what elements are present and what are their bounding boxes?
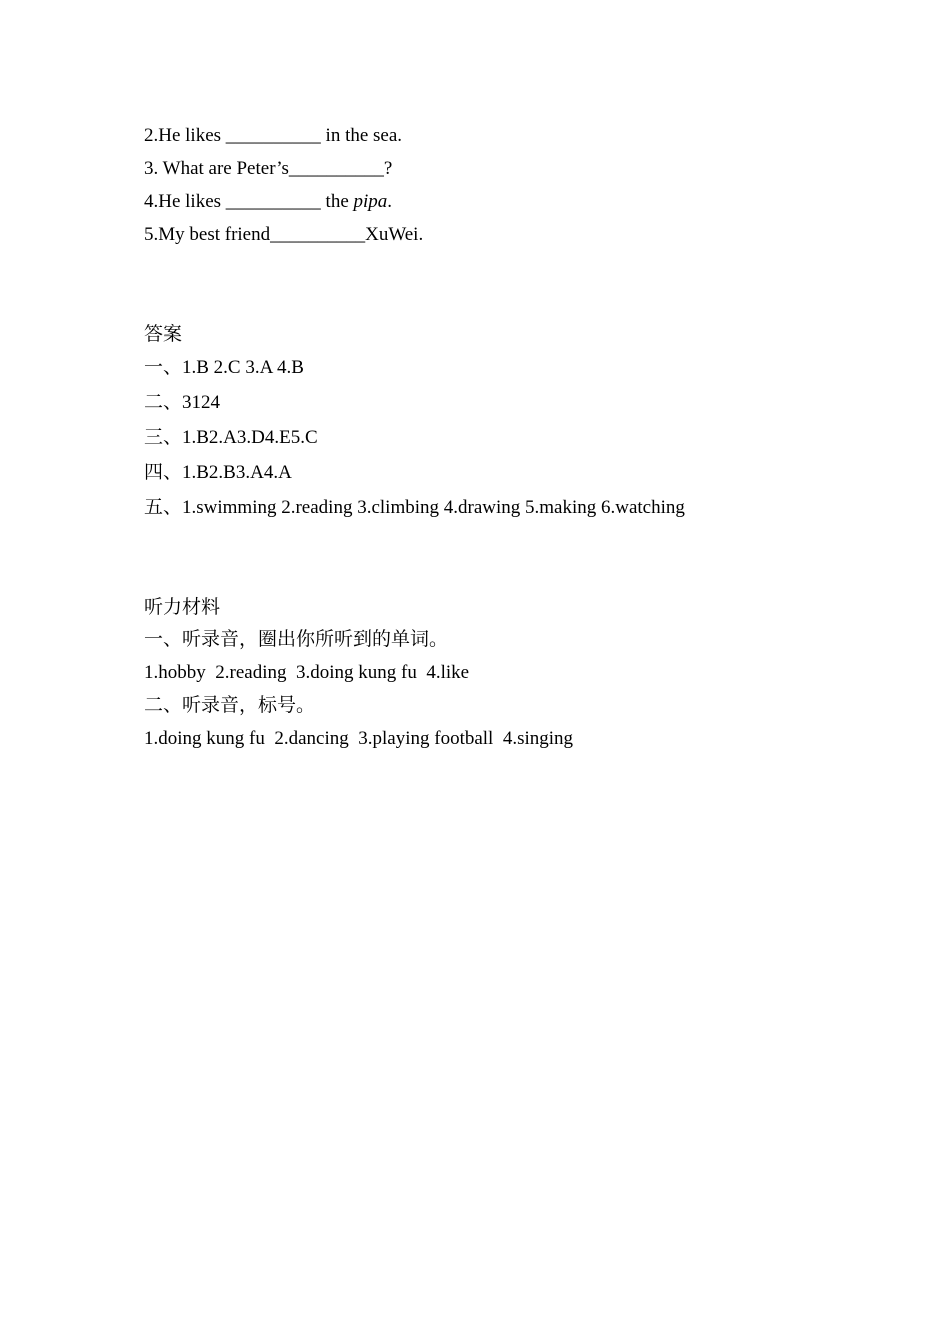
answers-heading: 答案 xyxy=(144,324,183,345)
exercise-5: 5.My best friend__________XuWei. xyxy=(144,224,424,245)
answer-line: 一、1.B 2.C 3.A 4.B xyxy=(144,357,304,378)
listening-line: 二、听录音，标号。 xyxy=(144,695,316,716)
answer-line: 五、1.swimming 2.reading 3.climbing 4.drawing 5.making 6.watching xyxy=(144,497,685,518)
exercise-4 xyxy=(144,191,392,213)
exercise-2: 2.He likes __________ in the sea. xyxy=(144,125,403,146)
exercise-4-italic-word: pipa xyxy=(353,191,388,212)
answer-line: 二、3124 xyxy=(144,392,221,413)
listening-line: 1.hobby 2.reading 3.doing kung fu 4.like xyxy=(144,662,470,683)
listening-line: 一、听录音，圈出你所听到的单词。 xyxy=(144,629,449,650)
exercise-4-text: 4.He likes __________ the xyxy=(144,191,354,212)
listening-line: 1.doing kung fu 2.dancing 3.playing football 4.singing xyxy=(144,728,574,749)
answer-line: 四、1.B2.B3.A4.A xyxy=(144,462,292,483)
exercise-3: 3. What are Peter’s__________? xyxy=(144,158,393,179)
answer-line: 三、1.B2.A3.D4.E5.C xyxy=(144,427,318,448)
exercise-4-end: . xyxy=(387,191,393,212)
listening-heading: 听力材料 xyxy=(144,597,221,618)
